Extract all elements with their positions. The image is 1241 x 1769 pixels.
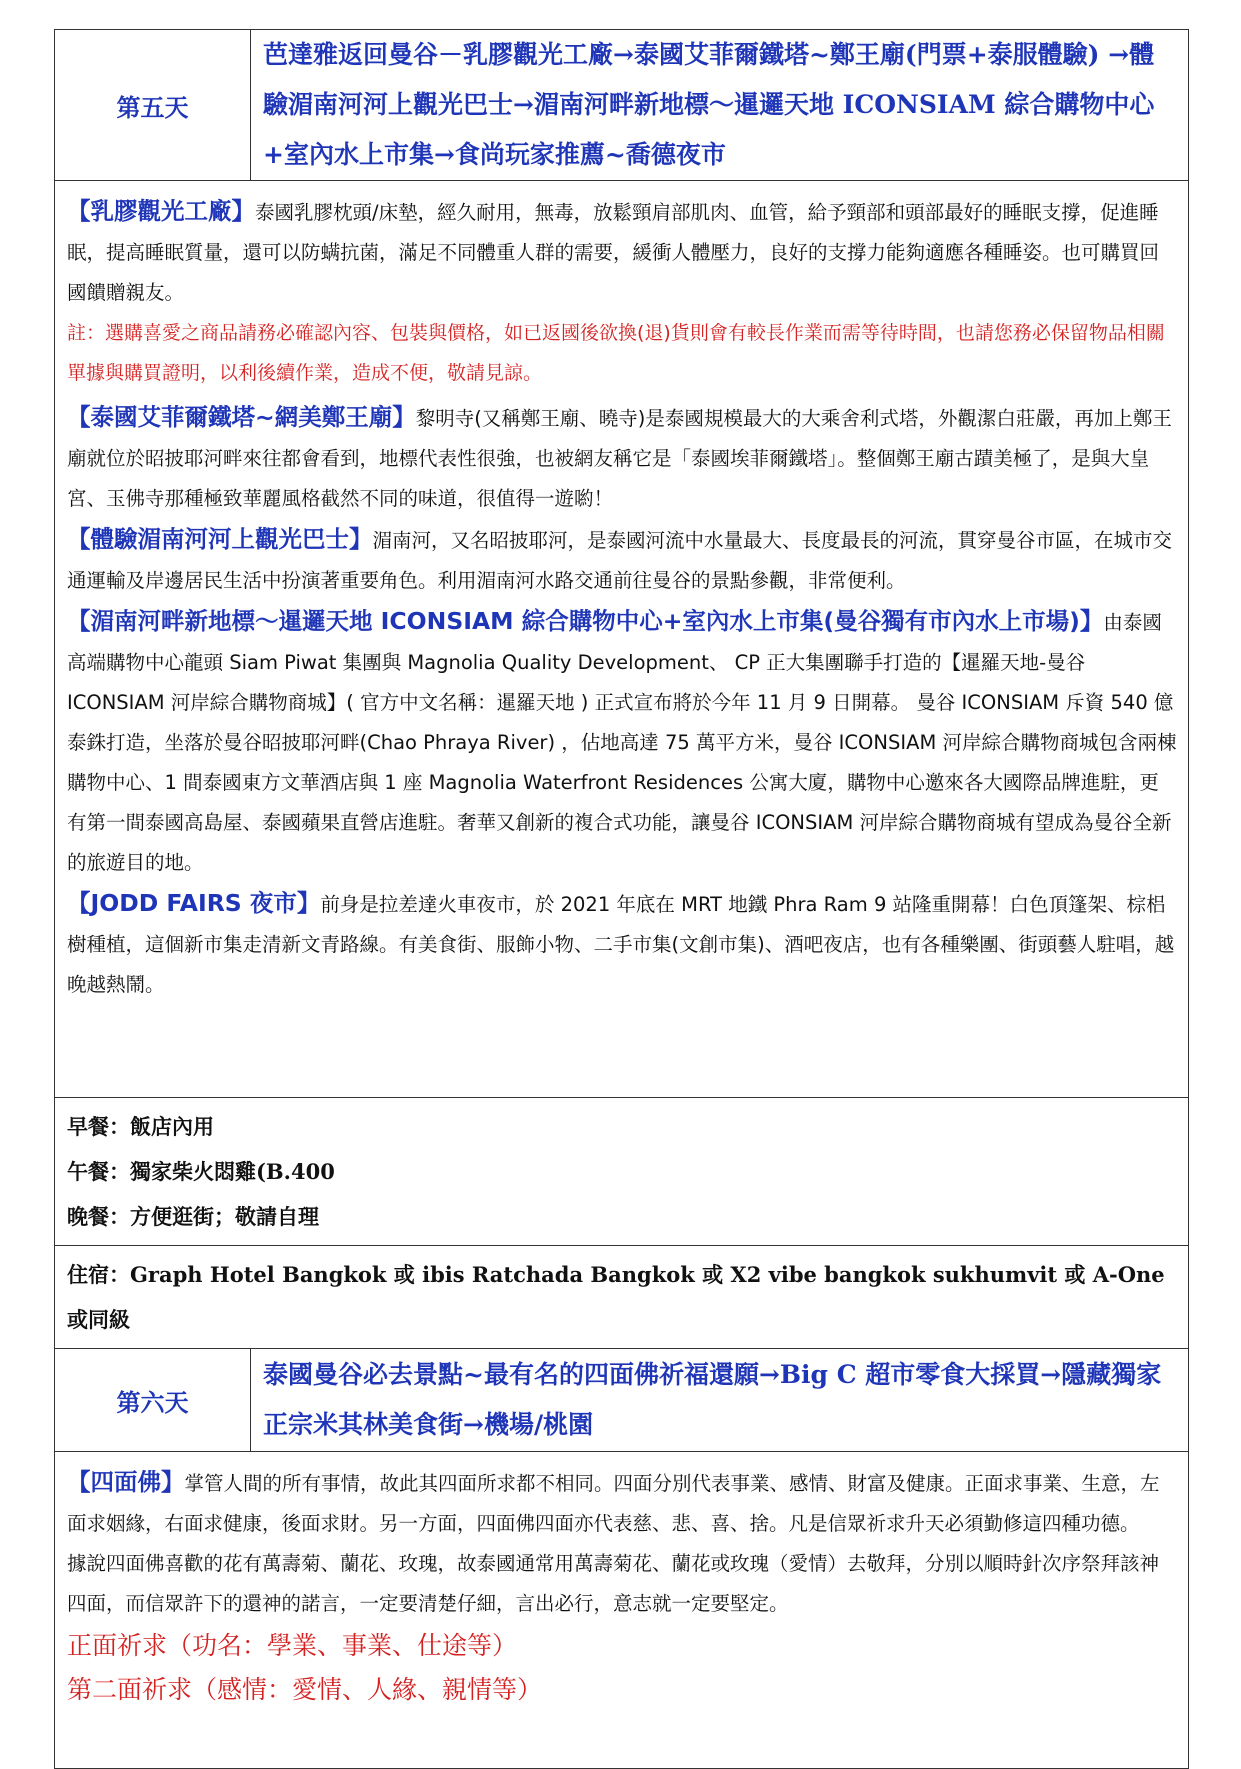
- section-river-bus: [67, 519, 1178, 601]
- section-text: 掌管人間的所有事情，故此其四面所求都不相同。四面分別代表事業、感情、財富及健康。正面求事業、生意，左面求姻緣，右面求健康，後面求財。另一方面，四面佛四面亦代表慈、悲、喜、捨。凡是信眾祈求升天必須勤修這四種功德。: [67, 1472, 1160, 1535]
- section-text: 前身是拉差達火車夜市，於 2021 年底在 MRT 地鐵 Phra Ram 9 站隆重開幕！白色頂篷架、棕梠樹種植，這個新市集走清新文青路線。有美食街、服飾小物、二手市集(文創市集)、酒吧夜店，也有各種樂團、街頭藝人駐唱，越晚越熱鬧。: [67, 893, 1175, 996]
- day6-body-row: [55, 1452, 1189, 1769]
- section-title: 【四面佛】: [67, 1468, 185, 1496]
- section-title: 【乳膠觀光工廠】: [67, 197, 255, 225]
- section-iconsiam: [67, 601, 1178, 883]
- flowers-paragraph: 據說四面佛喜歡的花有萬壽菊、蘭花、玫瑰，故泰國通常用萬壽菊花、蘭花或玫瑰（愛情）去敬拜，分別以順時針次序祭拜該神四面，而信眾許下的還神的諾言，一定要清楚仔細，言出必行，意志就一定要堅定。: [67, 1552, 1160, 1615]
- day6-header-row: [55, 1349, 1189, 1452]
- day5-meals: [55, 1098, 1189, 1246]
- day5-body-row: [55, 181, 1189, 1098]
- day5-hotel: 住宿：Graph Hotel Bangkok 或 ibis Ratchada Bangkok 或 X2 vibe bangkok sukhumvit 或 A-One 或同級: [55, 1246, 1189, 1349]
- shopping-note: 註：選購喜愛之商品請務必確認內容、包裝與價格，如已返國後欲換(退)貨則會有較長作業而需等待時間，也請您務必保留物品相關單據與購買證明，以利後續作業，造成不便，敬請見諒。: [67, 322, 1165, 384]
- section-title: 【泰國艾菲爾鐵塔~網美鄭王廟】: [67, 403, 416, 431]
- section-title: 【湄南河畔新地標～暹邏天地 ICONSIAM 綜合購物中心+室內水上市集(曼谷獨有市內水上市場)】: [67, 607, 1104, 635]
- day5-hotel-row: [55, 1246, 1189, 1349]
- section-title: 【體驗湄南河河上觀光巴士】: [67, 525, 373, 553]
- day5-body: [55, 181, 1189, 1098]
- day5-label: 第五天: [55, 30, 251, 181]
- day6-label: 第六天: [55, 1349, 251, 1452]
- meal-dinner: 晚餐：方便逛街；敬請自理: [67, 1204, 319, 1229]
- day6-route: 泰國曼谷必去景點~最有名的四面佛祈福還願→Big C 超市零食大採買→隱藏獨家正宗米其林美食街→機場/桃園: [251, 1349, 1189, 1452]
- section-wat-arun: [67, 397, 1178, 519]
- section-text: 黎明寺(又稱鄭王廟、曉寺)是泰國規模最大的大乘舍利式塔，外觀潔白莊嚴，再加上鄭王廟就位於昭披耶河畔來往都會看到，地標代表性很強，也被網友稱它是「泰國埃菲爾鐵塔」。整個鄭王廟古蹟美極了，是與大皇宮、玉佛寺那種極致華麗風格截然不同的味道，很值得一遊喲！: [67, 407, 1172, 510]
- section-latex-factory: [67, 191, 1178, 313]
- day6-body: [55, 1452, 1189, 1769]
- day5-meals-row: [55, 1098, 1189, 1246]
- meal-lunch: 午餐：獨家柴火悶雞(B.400: [67, 1159, 335, 1184]
- itinerary-table: [54, 29, 1189, 1769]
- section-text: 湄南河，又名昭披耶河，是泰國河流中水量最大、長度最長的河流，貫穿曼谷市區，在城市交通運輸及岸邊居民生活中扮演著重要角色。利用湄南河水路交通前往曼谷的景點參觀，非常便利。: [67, 529, 1173, 592]
- prayer-front: 正面祈求（功名：學業、事業、仕途等）: [67, 1631, 518, 1660]
- section-erawan: [67, 1462, 1178, 1544]
- meal-breakfast: 早餐：飯店內用: [67, 1114, 214, 1139]
- section-text: 泰國乳膠枕頭/床墊，經久耐用，無毒，放鬆頸肩部肌肉、血管，給予頸部和頭部最好的睡眠支撐，促進睡眠，提高睡眠質量，還可以防螨抗菌，滿足不同體重人群的需要，緩衝人體壓力，良好的支撐力能夠適應各種睡姿。也可購買回國饋贈親友。: [67, 201, 1160, 304]
- prayer-second: 第二面祈求（感情：愛情、人緣、親情等）: [67, 1675, 543, 1704]
- section-text: 由泰國高端購物中心龍頭 Siam Piwat 集團與 Magnolia Quality Development、 CP 正大集團聯手打造的【暹羅天地-曼谷 ICONSIAM 河岸綜合購物商城】( 官方中文名稱：暹羅天地 ) 正式宣布將於今年 11 月 9 日開幕。 曼谷 ICONSIAM 斥資 540 億泰銖打造，坐落於曼谷昭披耶河畔(Chao Phraya River) ，佔地高達 75 萬平方米，曼谷 ICONSIAM 河岸綜合購物商城包含兩棟購物中心、1 間泰國東方文華酒店與 1 座 Magnolia Waterfront Residences 公寓大廈，購物中心邀來各大國際品牌進駐，更有第一間泰國高島屋、泰國蘋果直營店進駐。奢華又創新的複合式功能，讓曼谷 ICONSIAM 河岸綜合購物商城有望成為曼谷全新的旅遊目的地。: [67, 611, 1177, 874]
- section-title: 【JODD FAIRS 夜市】: [67, 889, 321, 917]
- day5-header-row: [55, 30, 1189, 181]
- day5-route: 芭達雅返回曼谷－乳膠觀光工廠→泰國艾菲爾鐵塔~鄭王廟(門票+泰服體驗) →體驗湄南河河上觀光巴士→湄南河畔新地標～暹邏天地 ICONSIAM 綜合購物中心+室內水上市集→食尚玩家推薦~喬德夜市: [251, 30, 1189, 181]
- section-jodd-fairs: [67, 883, 1178, 1005]
